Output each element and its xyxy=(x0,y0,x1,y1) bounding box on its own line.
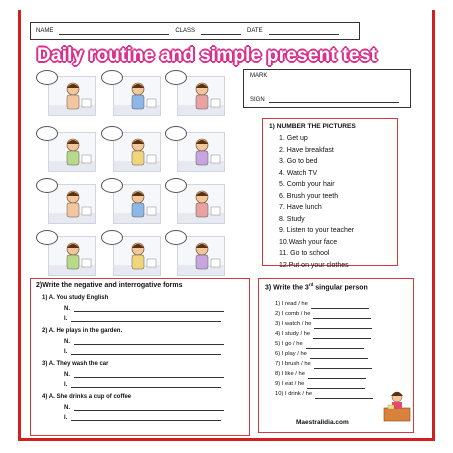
question-2 xyxy=(42,328,244,355)
title-start: 3) Write the 3 xyxy=(265,284,309,292)
number-bubble[interactable] xyxy=(165,126,187,141)
negative-title: 2)Write the negative and interrogative forms xyxy=(36,282,183,289)
negative-row xyxy=(64,338,244,345)
answer-line[interactable] xyxy=(74,305,224,312)
worksheet-title: Daily routine and simple present test xyxy=(37,45,377,66)
question-4 xyxy=(42,394,244,421)
negative-row xyxy=(64,371,244,378)
activity-list xyxy=(269,133,391,271)
verb-item xyxy=(275,369,407,379)
name-label: NAME xyxy=(36,28,54,34)
activity-item: 3. Go to bed xyxy=(279,158,318,165)
number-bubble[interactable] xyxy=(165,178,187,193)
number-bubble[interactable] xyxy=(101,178,123,193)
answer-line[interactable] xyxy=(313,312,371,319)
n-label: N. xyxy=(64,339,70,345)
verb-item xyxy=(275,329,407,339)
date-label: DATE xyxy=(247,28,263,34)
i-label: I. xyxy=(64,415,68,421)
page-border-left xyxy=(18,10,21,441)
i-label: I. xyxy=(64,316,68,322)
number-bubble[interactable] xyxy=(165,230,187,245)
answer-line[interactable] xyxy=(308,372,366,379)
number-the-pictures-title: 1) NUMBER THE PICTURES xyxy=(269,123,356,130)
third-person-title xyxy=(265,282,407,291)
verb-prompt: 10) I drink / he xyxy=(275,391,313,398)
sign-label: SIGN xyxy=(250,97,265,103)
student-info-bar xyxy=(30,22,360,40)
verb-item xyxy=(275,299,407,309)
verb-prompt: 9) I eat / he xyxy=(275,381,305,388)
n-label: N. xyxy=(64,372,70,378)
activity-item: 11. Go to school xyxy=(279,250,330,257)
negative-row xyxy=(64,305,244,312)
number-bubble[interactable] xyxy=(165,70,187,85)
answer-line[interactable] xyxy=(310,352,368,359)
number-bubble[interactable] xyxy=(36,70,58,85)
activity-item: 10.Wash your face xyxy=(279,238,338,246)
verb-prompt: 5) I go / he xyxy=(275,341,303,348)
number-the-pictures-box xyxy=(262,118,398,269)
verb-list xyxy=(265,299,407,399)
page-border-right xyxy=(432,10,435,441)
interrogative-row xyxy=(64,414,244,421)
answer-line[interactable] xyxy=(74,338,224,345)
question-text: 1) A. You study English xyxy=(42,295,109,301)
answer-line[interactable] xyxy=(74,404,224,411)
interrogative-row xyxy=(64,315,244,322)
answer-line[interactable] xyxy=(311,302,369,309)
verb-item xyxy=(275,319,407,329)
answer-line[interactable] xyxy=(306,342,364,349)
activity-item: 5. Comb your hair xyxy=(279,181,335,188)
activity-item: 4. Watch TV xyxy=(279,169,318,177)
sign-field[interactable] xyxy=(269,96,399,103)
question-text: 2) A. He plays in the garden. xyxy=(42,328,123,334)
answer-line[interactable] xyxy=(314,362,372,369)
answer-line[interactable] xyxy=(315,392,373,399)
name-field[interactable] xyxy=(59,27,169,35)
verb-prompt: 2) I comb / he xyxy=(275,311,311,318)
verb-prompt: 8) I like / he xyxy=(275,371,305,378)
verb-item xyxy=(275,359,407,369)
teacher-illustration-icon xyxy=(382,388,412,422)
page-border-bottom xyxy=(18,438,435,441)
question-text: 3) A. They wash the car xyxy=(42,361,109,367)
verb-item xyxy=(275,309,407,319)
activity-item: 12.Put on your clothes xyxy=(279,261,349,269)
verb-item xyxy=(275,339,407,349)
answer-line[interactable] xyxy=(74,371,224,378)
number-bubble[interactable] xyxy=(36,230,58,245)
interrogative-row xyxy=(64,348,244,355)
n-label: N. xyxy=(64,405,70,411)
number-bubble[interactable] xyxy=(101,70,123,85)
date-field[interactable] xyxy=(269,27,339,35)
interrogative-row xyxy=(64,381,244,388)
activity-item: 7. Have lunch xyxy=(279,204,322,211)
activity-item: 9. Listen to your teacher xyxy=(279,227,355,234)
n-label: N. xyxy=(64,306,70,312)
activity-item: 1. Get up xyxy=(279,135,308,142)
verb-item xyxy=(275,349,407,359)
answer-line[interactable] xyxy=(71,348,221,355)
activity-item: 8. Study xyxy=(279,215,305,223)
answer-line[interactable] xyxy=(313,332,371,339)
verb-prompt: 4) I study / he xyxy=(275,331,311,338)
number-bubble[interactable] xyxy=(101,230,123,245)
negative-interrogative-box xyxy=(30,278,250,436)
title-sup: rd xyxy=(308,282,314,287)
number-bubble[interactable] xyxy=(36,178,58,193)
verb-prompt: 7) I brush / he xyxy=(275,361,311,368)
title-end: singular person xyxy=(313,284,368,292)
i-label: I. xyxy=(64,349,68,355)
answer-line[interactable] xyxy=(307,382,365,389)
question-text: 4) A. She drinks a cup of coffee xyxy=(42,394,132,400)
number-bubble[interactable] xyxy=(101,126,123,141)
question-1 xyxy=(42,295,244,322)
sign-row xyxy=(250,96,399,103)
activity-item: 6. Brush your teeth xyxy=(279,192,339,200)
verb-prompt: 1) I read / he xyxy=(275,301,308,308)
negative-row xyxy=(64,404,244,411)
i-label: I. xyxy=(64,382,68,388)
mark-label: MARK xyxy=(250,73,268,79)
answer-line[interactable] xyxy=(71,381,221,388)
answer-line[interactable] xyxy=(314,322,372,329)
verb-prompt: 3) I watch / he xyxy=(275,321,312,328)
activity-item: 2. Have breakfast xyxy=(279,146,334,154)
verb-prompt: 6) I play / he xyxy=(275,351,307,358)
class-label: CLASS xyxy=(175,28,196,34)
class-field[interactable] xyxy=(201,27,241,35)
mark-box xyxy=(243,69,411,108)
answer-line[interactable] xyxy=(71,315,221,322)
answer-line[interactable] xyxy=(71,414,221,421)
site-credit: Maestralidia.com xyxy=(296,419,349,426)
question-3 xyxy=(42,361,244,388)
number-bubble[interactable] xyxy=(36,126,58,141)
